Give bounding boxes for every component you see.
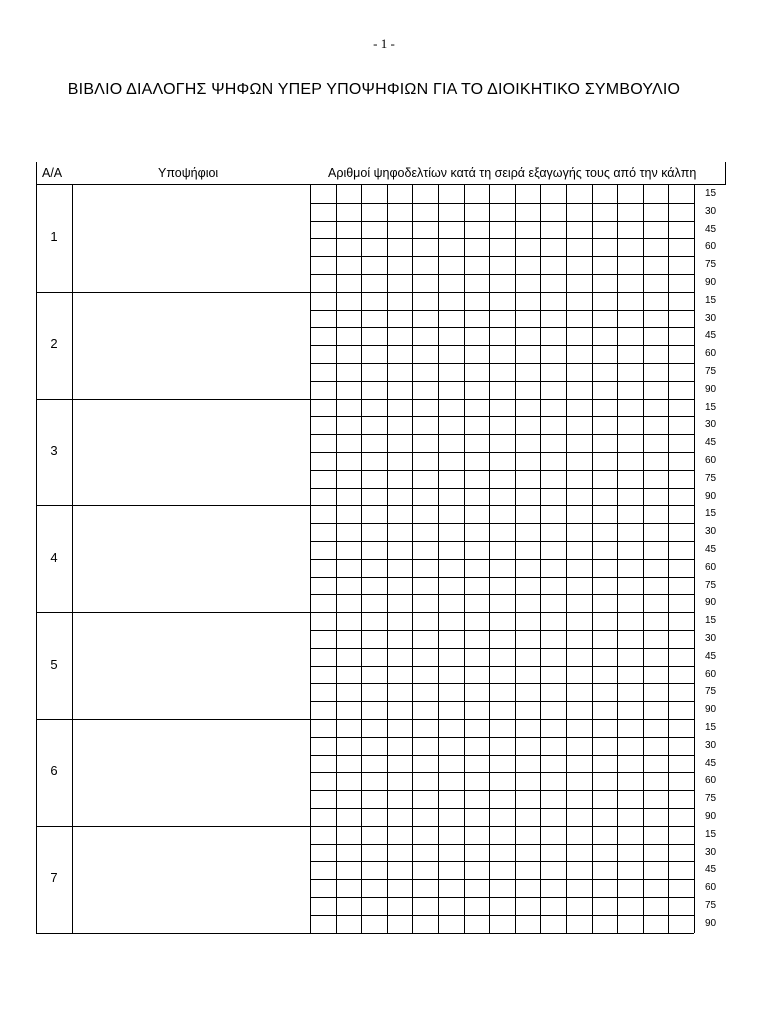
tally-tick-label: 45 xyxy=(705,437,717,448)
ballot-subrow-line xyxy=(310,808,694,809)
row-bottom-line xyxy=(36,505,694,506)
ballot-subrow-line xyxy=(310,559,694,560)
table-left-border xyxy=(36,162,37,933)
header-ballot-numbers: Αριθμοί ψηφοδελτίων κατά τη σειρά εξαγωγής τους από την κάλπη xyxy=(328,166,697,180)
tally-tick-label: 45 xyxy=(705,224,717,235)
tally-tick-label: 15 xyxy=(705,402,717,413)
ballot-subrow-line xyxy=(310,238,694,239)
row-bottom-line xyxy=(36,933,694,934)
tally-tick-label: 75 xyxy=(705,259,717,270)
row-number: 4 xyxy=(50,550,58,565)
ballot-subrow-line xyxy=(310,274,694,275)
tally-tick-label: 15 xyxy=(705,615,717,626)
ballot-subrow-line xyxy=(310,381,694,382)
row-bottom-line xyxy=(36,399,694,400)
row-number: 7 xyxy=(50,870,58,885)
ballot-subrow-line xyxy=(310,915,694,916)
ballot-subrow-line xyxy=(310,470,694,471)
tally-tick-label: 45 xyxy=(705,330,717,341)
row-bottom-line xyxy=(36,719,694,720)
tally-tick-label: 30 xyxy=(705,633,717,644)
tally-tick-label: 75 xyxy=(705,473,717,484)
ballot-subrow-line xyxy=(310,488,694,489)
ballot-subrow-line xyxy=(310,879,694,880)
ballot-subrow-line xyxy=(310,630,694,631)
candidate-name-cell[interactable] xyxy=(76,403,306,502)
ballot-subrow-line xyxy=(310,666,694,667)
ballot-subrow-line xyxy=(310,203,694,204)
ballot-subrow-line xyxy=(310,345,694,346)
ballot-subrow-line xyxy=(310,790,694,791)
candidate-name-cell[interactable] xyxy=(76,296,306,395)
tally-tick-label: 90 xyxy=(705,384,717,395)
tally-tick-label: 30 xyxy=(705,313,717,324)
ballot-subrow-line xyxy=(310,523,694,524)
ballot-subrow-line xyxy=(310,861,694,862)
ballot-subrow-line xyxy=(310,327,694,328)
ballot-subrow-line xyxy=(310,594,694,595)
row-number: 2 xyxy=(50,336,58,351)
header-right-border xyxy=(725,162,726,185)
tally-tick-label: 90 xyxy=(705,277,717,288)
tally-tick-label: 60 xyxy=(705,348,717,359)
tally-tick-label: 45 xyxy=(705,864,717,875)
row-number: 3 xyxy=(50,443,58,458)
row-bottom-line xyxy=(36,612,694,613)
tally-tick-label: 45 xyxy=(705,758,717,769)
ballot-subrow-line xyxy=(310,701,694,702)
tally-tick-label: 30 xyxy=(705,740,717,751)
candidate-name-cell[interactable] xyxy=(76,189,306,288)
tally-tick-label: 30 xyxy=(705,206,717,217)
header-candidates: Υποψήφιοι xyxy=(158,166,219,180)
row-number: 1 xyxy=(50,229,58,244)
ballot-subrow-line xyxy=(310,737,694,738)
tally-tick-label: 75 xyxy=(705,366,717,377)
tally-tick-label: 30 xyxy=(705,526,717,537)
ballot-subrow-line xyxy=(310,755,694,756)
ballot-subrow-line xyxy=(310,452,694,453)
ballot-subrow-line xyxy=(310,683,694,684)
page-number: - 1 - xyxy=(373,36,395,51)
tally-tick-label: 75 xyxy=(705,900,717,911)
ballot-subrow-line xyxy=(310,221,694,222)
row-bottom-line xyxy=(36,826,694,827)
candidate-name-cell[interactable] xyxy=(76,723,306,822)
tally-tick-label: 60 xyxy=(705,562,717,573)
ballot-subrow-line xyxy=(310,363,694,364)
grid-right-border xyxy=(694,185,695,933)
tally-tick-label: 15 xyxy=(705,295,717,306)
tally-tick-label: 90 xyxy=(705,918,717,929)
candidate-name-cell[interactable] xyxy=(76,616,306,715)
tally-tick-label: 60 xyxy=(705,775,717,786)
header-bottom-line xyxy=(36,184,725,185)
row-number: 5 xyxy=(50,657,58,672)
tally-tick-label: 90 xyxy=(705,491,717,502)
tally-tick-label: 30 xyxy=(705,419,717,430)
tally-tick-label: 15 xyxy=(705,188,717,199)
ballot-subrow-line xyxy=(310,416,694,417)
candidate-name-cell[interactable] xyxy=(76,509,306,608)
row-number: 6 xyxy=(50,763,58,778)
ballot-subrow-line xyxy=(310,577,694,578)
row-bottom-line xyxy=(36,292,694,293)
tally-tick-label: 75 xyxy=(705,580,717,591)
document-title: ΒΙΒΛΙΟ ΔΙΑΛΟΓΗΣ ΨΗΦΩΝ ΥΠΕΡ ΥΠΟΨΗΦΙΩΝ ΓΙΑ ΤΟ ΔΙΟΙΚΗΤΙΚΟ ΣΥΜΒΟΥΛΙΟ xyxy=(67,81,681,98)
aa-column-divider xyxy=(72,185,73,933)
tally-tick-label: 45 xyxy=(705,544,717,555)
tally-tick-label: 75 xyxy=(705,793,717,804)
tally-tick-label: 15 xyxy=(705,829,717,840)
tally-tick-label: 60 xyxy=(705,882,717,893)
tally-tick-label: 60 xyxy=(705,669,717,680)
tally-tick-label: 30 xyxy=(705,847,717,858)
tally-tick-label: 90 xyxy=(705,811,717,822)
tally-tick-label: 90 xyxy=(705,704,717,715)
ballot-subrow-line xyxy=(310,648,694,649)
candidate-name-cell[interactable] xyxy=(76,830,306,929)
ballot-subrow-line xyxy=(310,256,694,257)
tally-tick-label: 15 xyxy=(705,722,717,733)
ballot-subrow-line xyxy=(310,772,694,773)
ballot-subrow-line xyxy=(310,897,694,898)
tally-tick-label: 15 xyxy=(705,508,717,519)
ballot-subrow-line xyxy=(310,541,694,542)
tally-tick-label: 75 xyxy=(705,686,717,697)
ballot-subrow-line xyxy=(310,310,694,311)
tally-tick-label: 60 xyxy=(705,241,717,252)
ballot-subrow-line xyxy=(310,844,694,845)
tally-tick-label: 45 xyxy=(705,651,717,662)
ballot-subrow-line xyxy=(310,434,694,435)
header-aa: Α/Α xyxy=(42,166,63,180)
tally-tick-label: 60 xyxy=(705,455,717,466)
tally-tick-label: 90 xyxy=(705,597,717,608)
